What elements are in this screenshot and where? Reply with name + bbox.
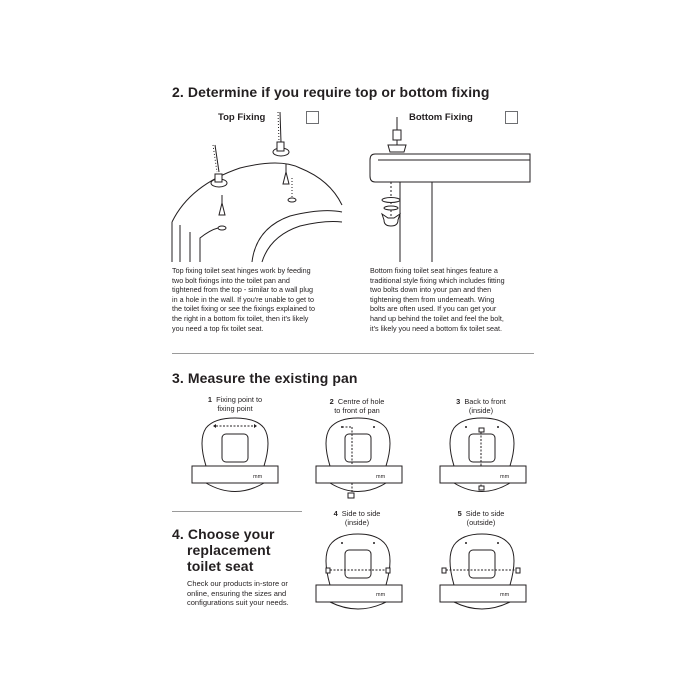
- measure-1-label: 1 Fixing point to fixing point: [207, 395, 263, 413]
- measure-3-mm: mm: [500, 474, 510, 480]
- top-fixing-label: Top Fixing: [218, 112, 266, 123]
- measure-5-label: 5 Side to side (outside): [457, 509, 505, 527]
- measure-2-mm: mm: [376, 474, 386, 480]
- measure-2-label: 2 Centre of hole to front of pan: [329, 397, 385, 415]
- section-3-title: 3. Measure the existing pan: [172, 370, 358, 386]
- section-4-title: 4. Choose your replacement toilet seat: [172, 526, 275, 574]
- section-4-description: Check our products in-store or online, ensuring the sizes and configurations suit your needs.: [187, 579, 289, 608]
- measure-1-mm: mm: [253, 474, 263, 480]
- measure-5-mm: mm: [500, 592, 510, 598]
- measure-3-label: 3 Back to front (inside): [456, 397, 506, 415]
- bottom-fixing-label: Bottom Fixing: [409, 112, 473, 123]
- top-fixing-description: Top fixing toilet seat hinges work by feeding two bolt fixings into the toilet pan and tightened from the top - similar to a wall plug in a hole in the wall. If you're unable to get to the toilet fixing or see the fixings explained to the right in a bottom fix toilet, then it's likely you need a top fix toilet seat.: [172, 266, 316, 333]
- section-2-title: 2. Determine if you require top or bottom fixing: [172, 84, 490, 100]
- measure-4-label: 4 Side to side (inside): [333, 509, 381, 527]
- bottom-fixing-description: Bottom fixing toilet seat hinges feature a traditional style fixing which includes fitting two bolts down into your pan and then tightening them from underneath. Wing bolts are often used. If you can get your hand up behind the toilet and feel the bolt, it's likely you need a bottom fix toilet seat.: [370, 266, 505, 333]
- measure-4-mm: mm: [376, 592, 386, 598]
